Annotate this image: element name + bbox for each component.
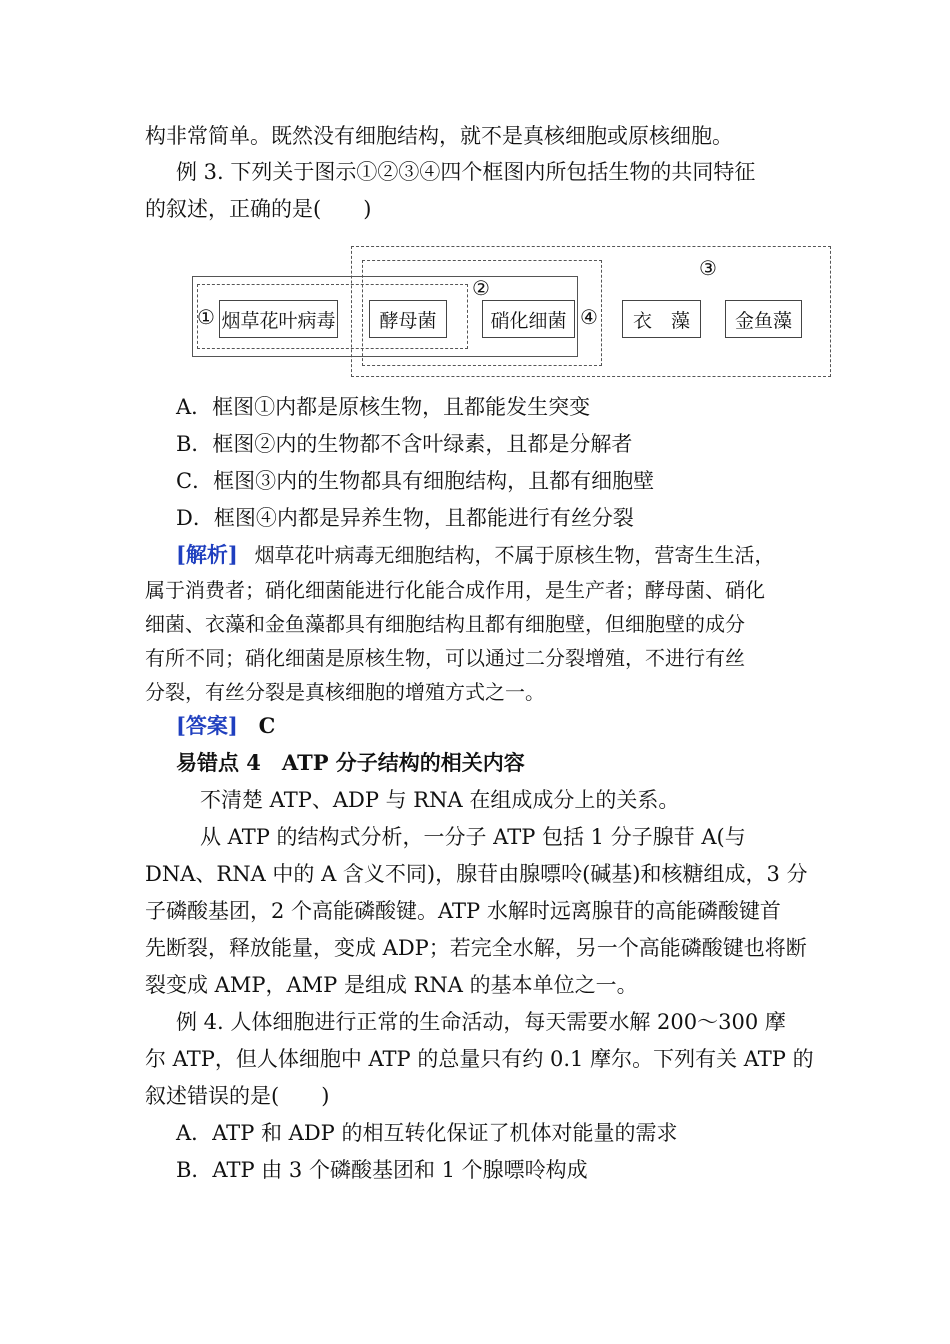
- answer-value: C: [258, 713, 276, 738]
- body-4-line-4: 先断裂，释放能量，变成 ADP；若完全水解，另一个高能磷酸键也将断: [145, 936, 807, 960]
- body-4-line-1: 从 ATP 的结构式分析，一分子 ATP 包括 1 分子腺苷 A(与: [200, 825, 746, 849]
- organism-chlamydomonas: 衣 藻: [622, 300, 701, 338]
- body-4-line-2: DNA、RNA 中的 A 含义不同)，腺苷由腺嘌呤(碱基)和核糖组成，3 分: [145, 862, 808, 886]
- example-4-line-2: 尔 ATP，但人体细胞中 ATP 的总量只有约 0.1 摩尔。下列有关 ATP 的: [145, 1047, 814, 1071]
- label-4: ④: [580, 305, 598, 329]
- option-d: D．框图④内都是异养生物，且都能进行有丝分裂: [176, 506, 634, 530]
- label-3: ③: [699, 256, 717, 280]
- organism-nitrifying-bacteria: 硝化细菌: [482, 300, 575, 338]
- organism-yeast: 酵母菌: [369, 300, 447, 338]
- text-line-0: 构非常简单。既然没有细胞结构，就不是真核细胞或原核细胞。: [145, 124, 733, 148]
- example-4-line-1: 例 4. 人体细胞进行正常的生命活动，每天需要水解 200～300 摩: [176, 1010, 786, 1034]
- body-4-line-5: 裂变成 AMP，AMP 是组成 RNA 的基本单位之一。: [145, 973, 638, 997]
- label-1: ①: [197, 305, 215, 329]
- answer-tag: [答案]: [176, 713, 238, 738]
- label-2: ②: [472, 276, 490, 300]
- body-4-line-3: 子磷酸基团，2 个高能磷酸键。ATP 水解时远离腺苷的高能磷酸键首: [145, 899, 781, 923]
- analysis-line-5: 分裂，有丝分裂是真核细胞的增殖方式之一。: [145, 680, 545, 704]
- option-b: B．框图②内的生物都不含叶绿素，且都是分解者: [176, 432, 633, 456]
- analysis-line-1: [176, 540, 775, 570]
- answer-line: [176, 711, 275, 741]
- section-intro-4: 不清楚 ATP、ADP 与 RNA 在组成成分上的关系。: [200, 788, 680, 812]
- example-3-line-1: 例 3. 下列关于图示①②③④四个框图内所包括生物的共同特征: [176, 160, 756, 184]
- organism-hornwort: 金鱼藻: [725, 300, 802, 338]
- analysis-tag: [解析]: [176, 542, 238, 567]
- option-a: A．框图①内都是原核生物，且都能发生突变: [176, 395, 591, 419]
- option-c: C．框图③内的生物都具有细胞结构，且都有细胞壁: [176, 469, 655, 493]
- example-4-line-3: 叙述错误的是( ): [145, 1084, 330, 1108]
- example-4-option-a: A．ATP 和 ADP 的相互转化保证了机体对能量的需求: [176, 1121, 678, 1145]
- example-4-option-b: B．ATP 由 3 个磷酸基团和 1 个腺嘌呤构成: [176, 1158, 588, 1182]
- organism-tmv: 烟草花叶病毒: [219, 300, 338, 338]
- analysis-line-4: 有所不同；硝化细菌是原核生物，可以通过二分裂增殖，不进行有丝: [145, 646, 745, 670]
- analysis-text-1: 烟草花叶病毒无细胞结构，不属于原核生物，营寄生生活，: [254, 543, 775, 567]
- analysis-line-2: 属于消费者；硝化细菌能进行化能合成作用，是生产者；酵母菌、硝化: [145, 578, 765, 602]
- analysis-line-3: 细菌、衣藻和金鱼藻都具有细胞结构且都有细胞壁，但细胞壁的成分: [145, 612, 745, 636]
- section-heading-4: 易错点 4 ATP 分子结构的相关内容: [176, 750, 525, 775]
- example-3-line-2: 的叙述，正确的是( ): [145, 197, 372, 221]
